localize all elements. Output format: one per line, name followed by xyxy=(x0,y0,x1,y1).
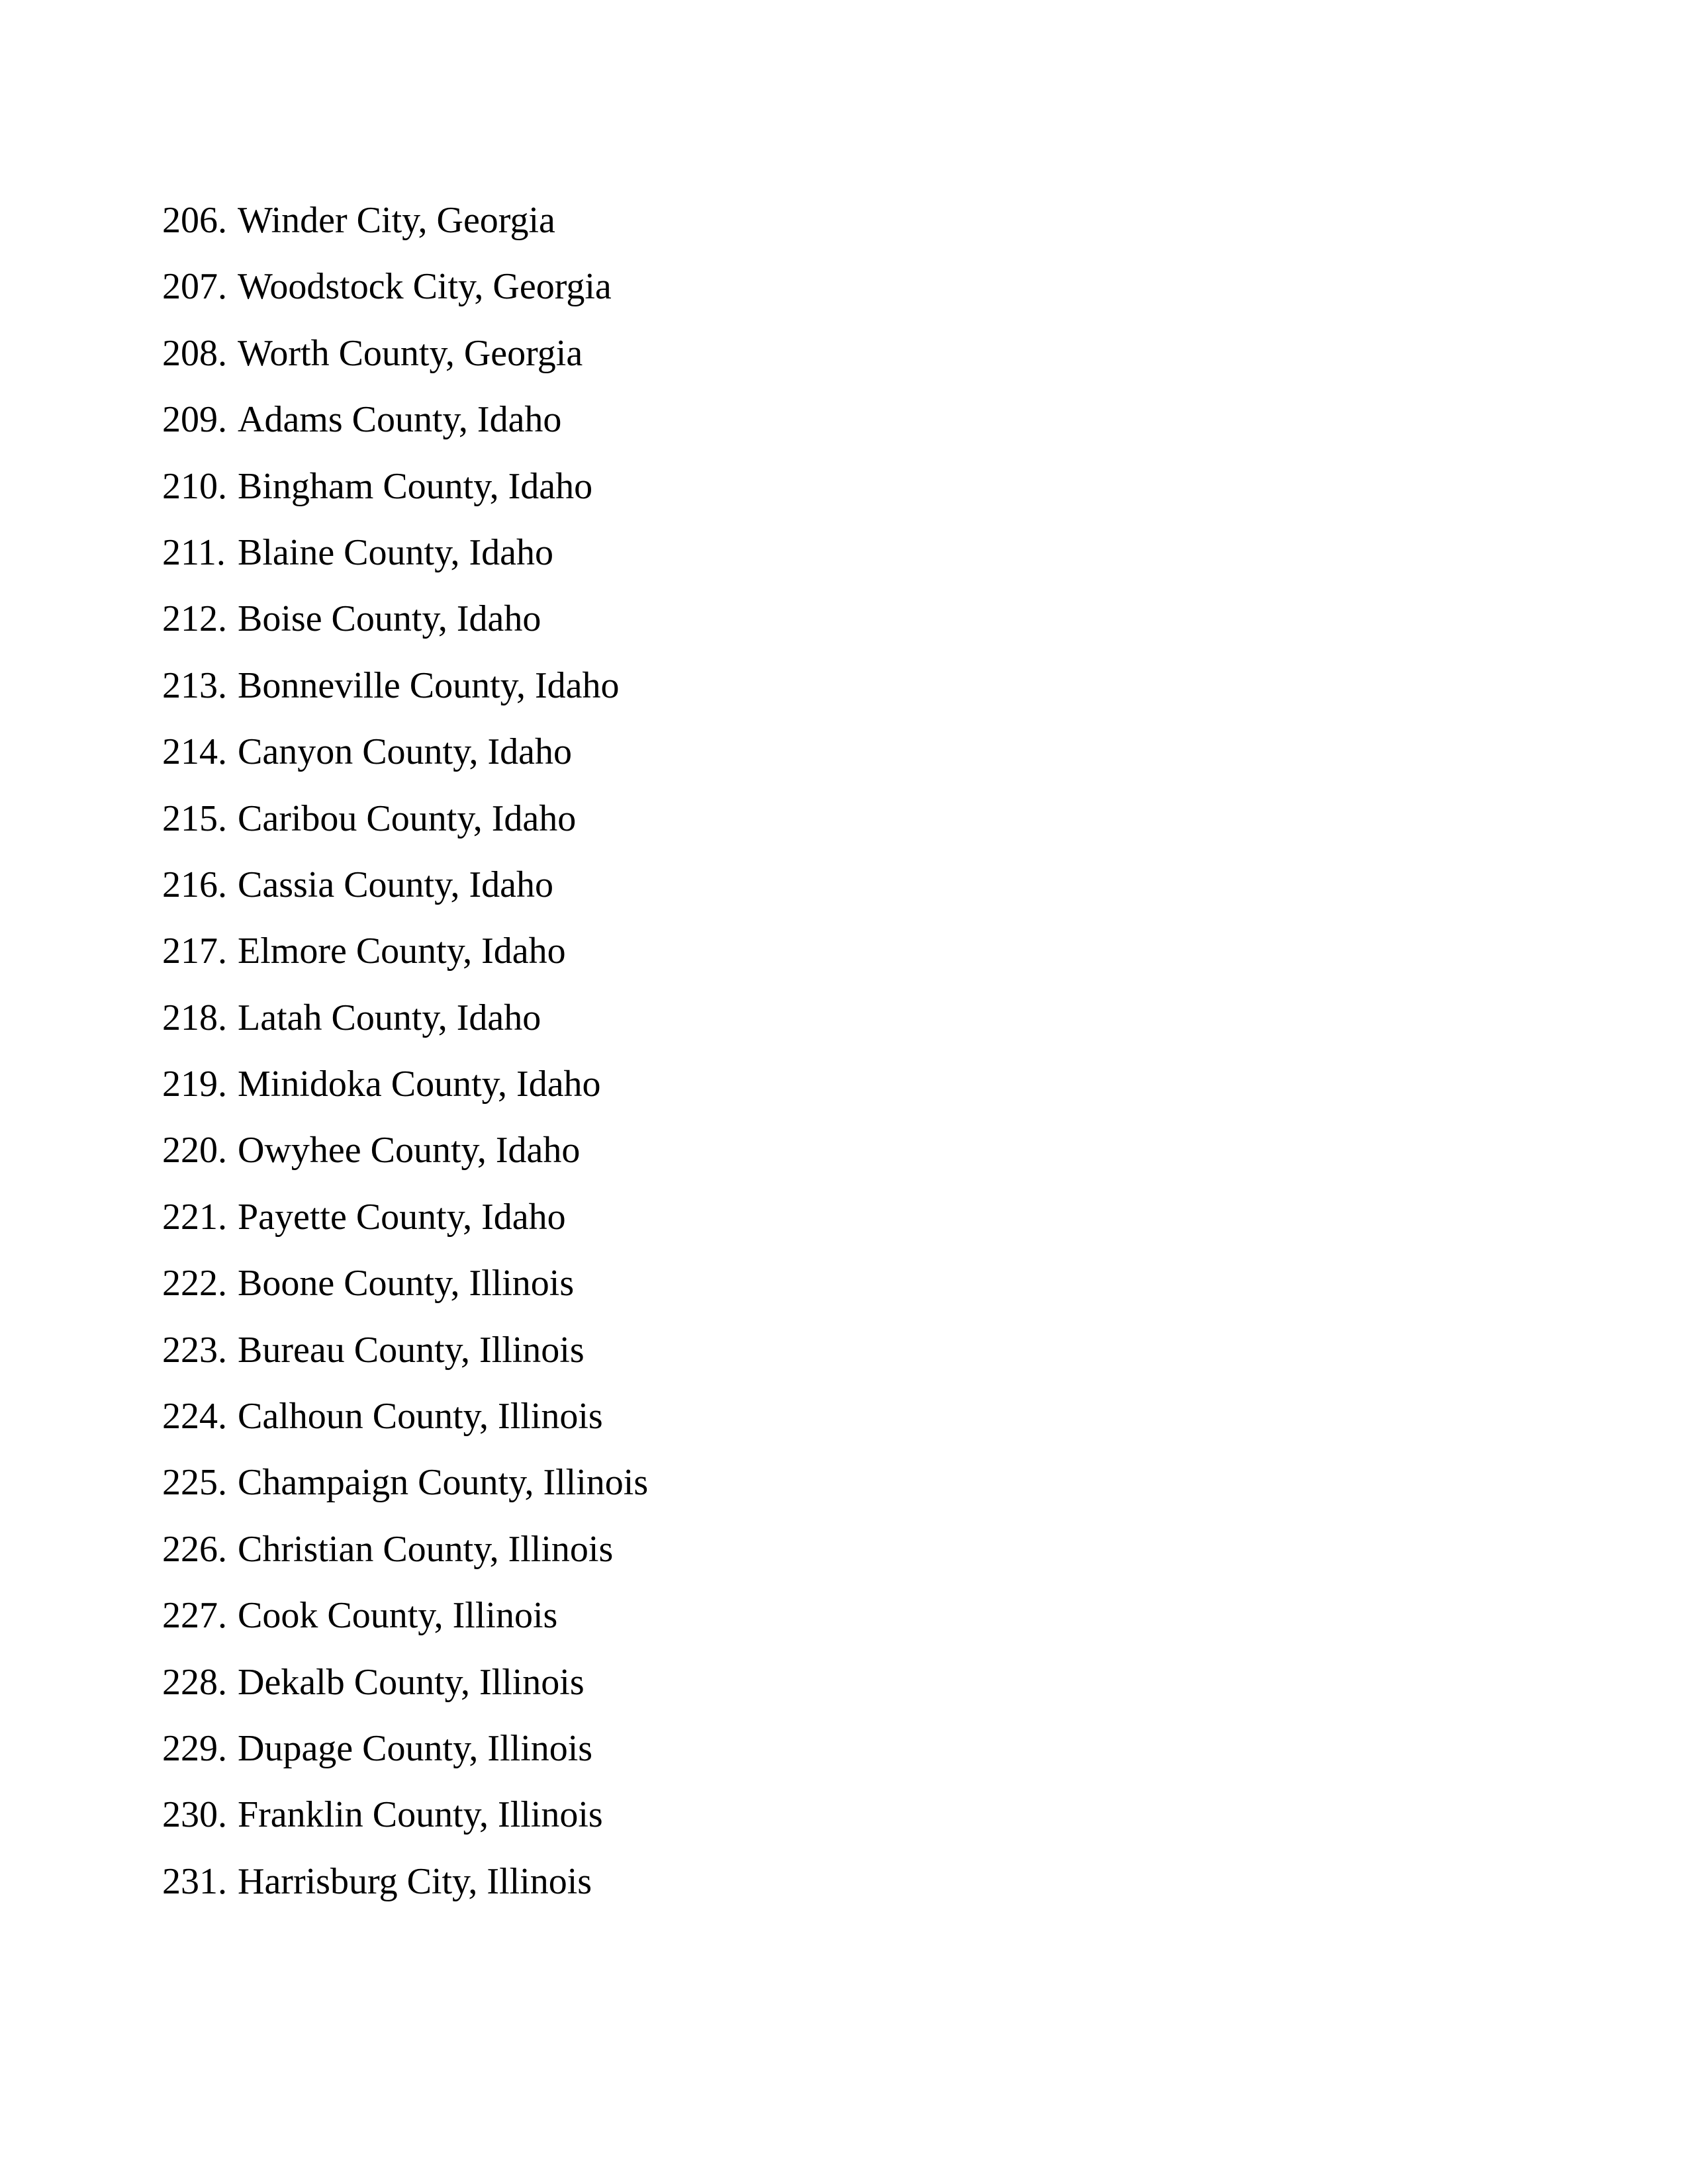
list-item-number: 225. xyxy=(162,1462,227,1504)
list-item-number: 212. xyxy=(162,598,227,640)
list-item-text: Christian County, Illinois xyxy=(238,1528,614,1570)
list-item-text: Champaign County, Illinois xyxy=(238,1462,649,1504)
list-item-number: 207. xyxy=(162,266,227,308)
list-item-text: Bingham County, Idaho xyxy=(238,465,593,507)
list-item xyxy=(162,1657,648,1723)
list-item-text: Caribou County, Idaho xyxy=(238,797,577,839)
list-item-text: Adams County, Idaho xyxy=(238,399,562,441)
list-item-number: 220. xyxy=(162,1130,227,1171)
list-item xyxy=(162,1391,648,1457)
list-item xyxy=(162,1790,648,1856)
list-item xyxy=(162,993,648,1059)
list-item-number: 228. xyxy=(162,1661,227,1703)
list-item-number: 222. xyxy=(162,1263,227,1304)
list-item-number: 213. xyxy=(162,664,227,706)
list-item xyxy=(162,1258,648,1324)
list-item-text: Bonneville County, Idaho xyxy=(238,664,620,706)
numbered-list xyxy=(162,195,648,1923)
list-item xyxy=(162,926,648,992)
list-item-text: Boone County, Illinois xyxy=(238,1263,575,1304)
list-item xyxy=(162,1192,648,1258)
list-item xyxy=(162,1059,648,1125)
list-item xyxy=(162,261,648,328)
list-item-text: Harrisburg City, Illinois xyxy=(238,1860,592,1902)
list-item xyxy=(162,594,648,660)
list-item xyxy=(162,727,648,793)
list-item-text: Worth County, Georgia xyxy=(238,332,583,374)
list-item-text: Payette County, Idaho xyxy=(238,1196,566,1238)
list-item-number: 227. xyxy=(162,1595,227,1637)
list-item-number: 226. xyxy=(162,1528,227,1570)
list-item-number: 219. xyxy=(162,1064,227,1105)
list-item-number: 208. xyxy=(162,332,227,374)
list-item-number: 221. xyxy=(162,1196,227,1238)
list-item-text: Bureau County, Illinois xyxy=(238,1329,585,1371)
list-item xyxy=(162,1723,648,1790)
list-item-number: 223. xyxy=(162,1329,227,1371)
list-item xyxy=(162,1125,648,1191)
list-item-text: Cassia County, Idaho xyxy=(238,864,553,905)
list-item-text: Latah County, Idaho xyxy=(238,997,541,1038)
list-item xyxy=(162,660,648,727)
list-item-number: 231. xyxy=(162,1860,227,1902)
list-item xyxy=(162,328,648,394)
list-item-text: Elmore County, Idaho xyxy=(238,931,566,972)
list-item-number: 216. xyxy=(162,864,227,905)
list-item-text: Canyon County, Idaho xyxy=(238,731,572,773)
list-item-text: Calhoun County, Illinois xyxy=(238,1396,603,1437)
list-item xyxy=(162,527,648,594)
list-item-number: 215. xyxy=(162,797,227,839)
list-item-text: Franklin County, Illinois xyxy=(238,1794,603,1836)
list-item-text: Boise County, Idaho xyxy=(238,598,541,640)
list-item-number: 206. xyxy=(162,200,227,241)
list-item-text: Dupage County, Illinois xyxy=(238,1727,593,1769)
list-item-text: Minidoka County, Idaho xyxy=(238,1064,601,1105)
list-item-number: 229. xyxy=(162,1727,227,1769)
list-item-text: Woodstock City, Georgia xyxy=(238,266,612,308)
list-item-text: Cook County, Illinois xyxy=(238,1595,558,1637)
list-item-number: 214. xyxy=(162,731,227,773)
list-item-number: 230. xyxy=(162,1794,227,1836)
list-item-number: 217. xyxy=(162,931,227,972)
list-item xyxy=(162,1325,648,1391)
list-item-text: Blaine County, Idaho xyxy=(238,531,553,573)
list-item xyxy=(162,461,648,527)
list-item-number: 210. xyxy=(162,465,227,507)
list-item xyxy=(162,860,648,926)
list-item-number: 224. xyxy=(162,1396,227,1437)
list-item xyxy=(162,1524,648,1590)
list-item xyxy=(162,195,648,261)
list-item-text: Winder City, Georgia xyxy=(238,200,555,241)
list-item xyxy=(162,1457,648,1524)
list-item-text: Dekalb County, Illinois xyxy=(238,1661,585,1703)
list-item xyxy=(162,794,648,860)
list-item-text: Owyhee County, Idaho xyxy=(238,1130,581,1171)
list-item xyxy=(162,1856,648,1923)
list-item-number: 209. xyxy=(162,399,227,441)
list-item-number: 211. xyxy=(162,531,226,573)
list-item xyxy=(162,394,648,461)
list-item xyxy=(162,1590,648,1657)
list-item-number: 218. xyxy=(162,997,227,1038)
